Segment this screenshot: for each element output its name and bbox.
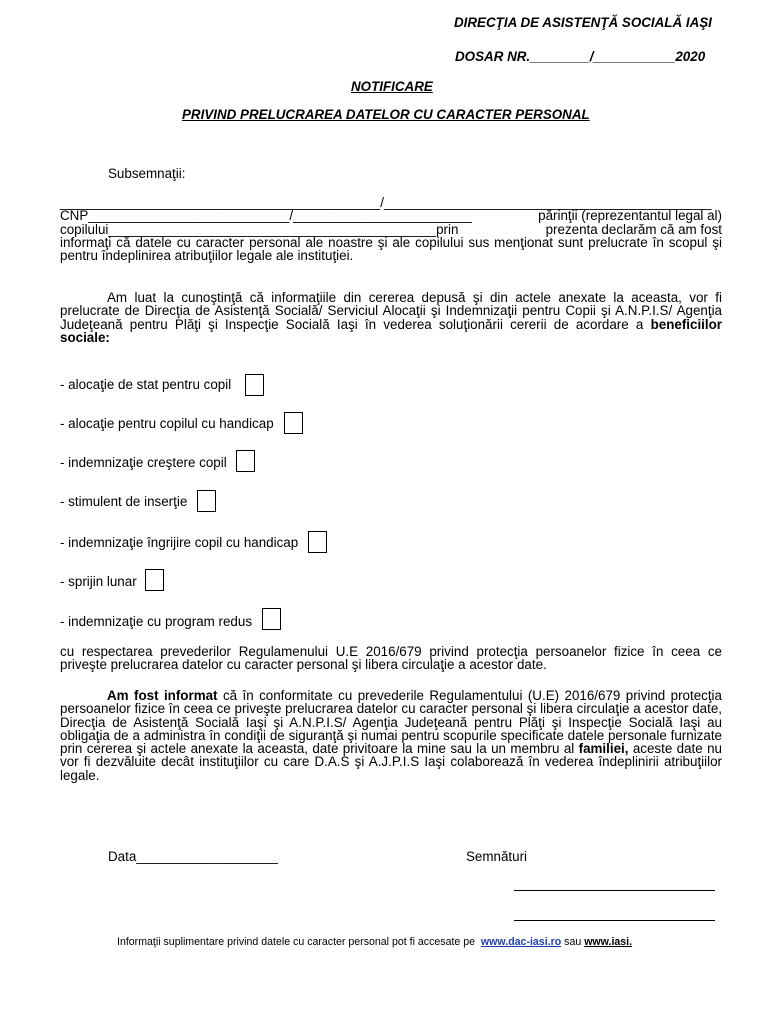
benefit-label-childcare-allowance: - indemnizaţie creştere copil <box>60 455 227 470</box>
footer-text: Informaţii suplimentare privind datele cu caracter personal pot fi accesate pe <box>117 936 476 948</box>
checkbox-disability-care[interactable] <box>308 531 327 553</box>
undersigned-label: Subsemnaţii: <box>108 166 186 181</box>
signature-line-2[interactable] <box>514 920 715 921</box>
informed-text-end: aceste date nu vor fi dezvăluite decât instituţiilor cu care D.A.S şi A.J.P.I.S Iaşi colaborează în vederea îndeplinirii atribuţiilor legale. <box>60 741 722 783</box>
footer-link-dac-iasi[interactable]: www.dac-iasi.ro <box>480 936 562 948</box>
footer-note <box>117 936 632 948</box>
child-field[interactable]: copilului____________________________________________prin <box>60 221 459 237</box>
informed-text: că în conformitate cu prevederile Regulamentului (U.E) 2016/679 privind protecţia persoanelor fizice în ceea ce priveşte prelucrarea datelor cu caracter personal şi libera circulaţie a acestor date, Direcţia de Asistenţă Socială Iaşi şi A.N.P.I.S/ Agenţia Judeţeană pentru Plăţi şi Inspecţie Socială Iaşi au obligaţia de a administra în condiţii de siguranţă şi numai pentru scopurile specificate datele personale furnizate prin cererea şi actele anexate la aceasta, date privitoare la mine sau la un membru al <box>60 688 722 757</box>
checkbox-reduced-schedule[interactable] <box>262 608 281 630</box>
checkbox-disability-allowance[interactable] <box>284 412 303 434</box>
declaration-paragraph <box>60 196 722 262</box>
benefit-label-reduced-schedule: - indemnizaţie cu program redus <box>60 614 253 629</box>
informed-paragraph <box>60 689 722 782</box>
benefit-label-monthly-support: - sprijin lunar <box>60 574 137 589</box>
benefit-label-disability-care: - indemnizaţie îngrijire copil cu handicap <box>60 535 299 550</box>
file-number: DOSAR NR.________/___________2020 <box>455 49 706 64</box>
declaration-text: prezenta declarăm că am fost <box>545 221 722 237</box>
benefits-heading: beneficiilor sociale: <box>60 316 722 345</box>
signatures-label: Semnături <box>466 849 528 864</box>
benefit-label-disability-allowance: - alocaţie pentru copilul cu handicap <box>60 416 274 431</box>
date-field[interactable]: Data___________________ <box>108 849 278 864</box>
info-text: Am luat la cunoştinţă că informaţiile din cererea depusă şi din actele anexate la aceasta, vor fi prelucrate de Direcţia de Asistenţă Socială/ Serviciul Alocaţii şi Indemnizaţii pentru Copii şi A.N.P.I.S/ Agenţia Judeţeană pentru Plăţi şi Inspecţie Socială Iaşi în vederea soluţionării cererii de acordare a <box>60 290 722 332</box>
declaration-rest: informaţi că datele cu caracter personal ale noastre şi ale copilului sus menţionat sunt prelucrate în scopul şi pentru îndeplinirea atribuţiilor legale ale instituţiei. <box>60 234 722 264</box>
compliance-paragraph: cu respectarea prevederilor Regulamenului U.E 2016/679 privind protecţia persoanelor fizice în ceea ce priveşte prelucrarea datelor cu caracter personal şi libera circulaţie a acestor date. <box>60 644 722 673</box>
cnp-field[interactable]: CNP___________________________/________________________ <box>60 208 472 224</box>
checkbox-monthly-support[interactable] <box>145 569 164 591</box>
checkbox-state-allowance[interactable] <box>245 374 264 396</box>
footer-separator: sau <box>564 936 582 948</box>
checkbox-insertion-stimulus[interactable] <box>197 490 216 512</box>
parents-text: părinţii (reprezentantul legal al) <box>538 208 722 224</box>
document-subtitle: PRIVIND PRELUCRAREA DATELOR CU CARACTER PERSONAL <box>182 107 590 122</box>
benefit-label-insertion-stimulus: - stimulent de inserţie <box>60 494 188 509</box>
footer-link-iasi[interactable]: www.iasi. <box>584 936 633 948</box>
institution-name: DIRECŢIA DE ASISTENŢĂ SOCIALĂ IAŞI <box>454 15 712 30</box>
benefit-label-state-allowance: - alocaţie de stat pentru copil <box>60 377 232 392</box>
signature-line-1[interactable] <box>514 890 715 891</box>
informed-lead: Am fost informat <box>107 688 218 703</box>
family-word: familiei, <box>578 741 629 757</box>
names-line[interactable]: ___________________________________________/____________________________________________ <box>60 195 712 210</box>
document-title: NOTIFICARE <box>351 79 433 94</box>
checkbox-childcare-allowance[interactable] <box>236 450 255 472</box>
info-paragraph <box>60 291 722 344</box>
